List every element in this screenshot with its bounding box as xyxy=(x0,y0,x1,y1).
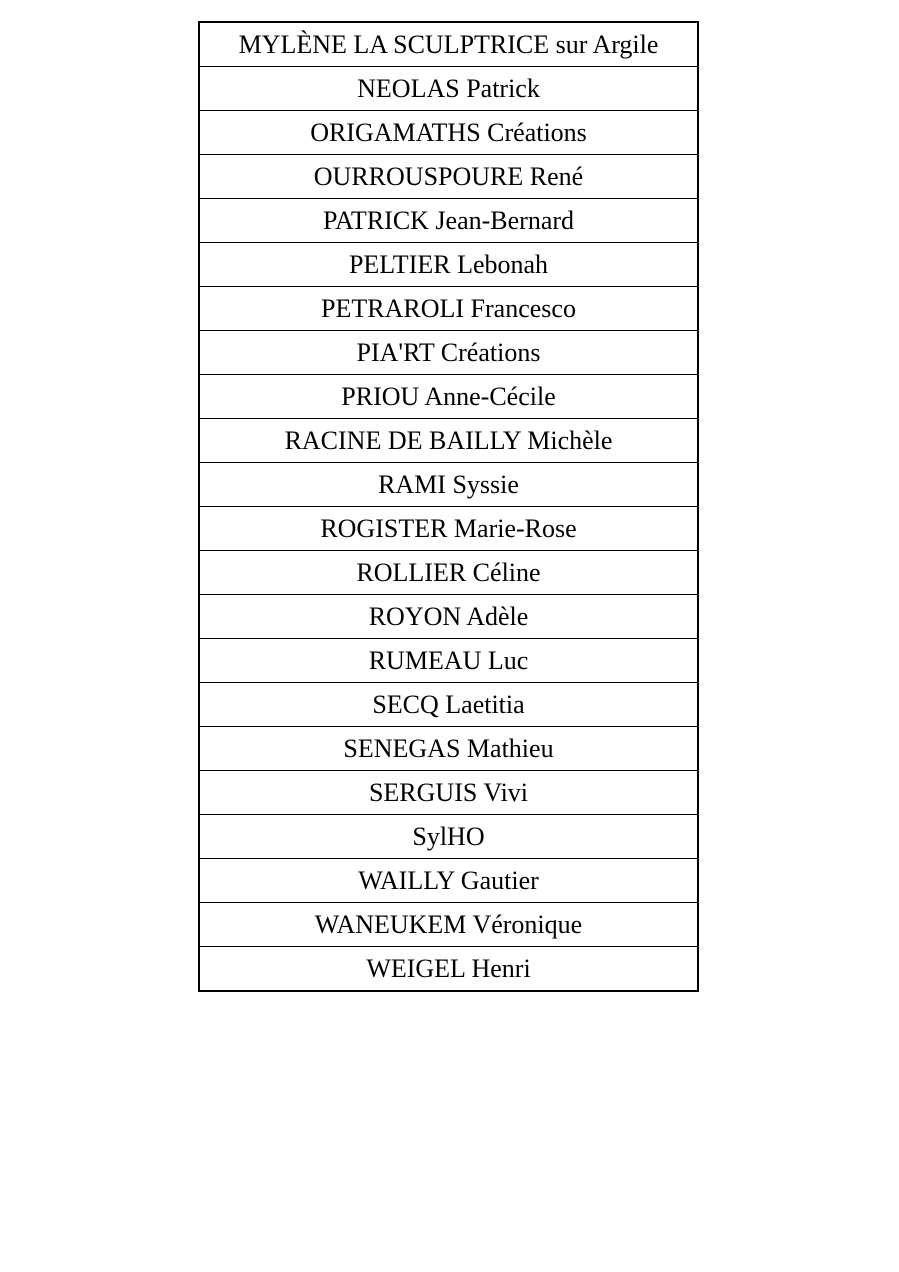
name-cell: ROYON Adèle xyxy=(199,595,698,639)
name-cell: PETRAROLI Francesco xyxy=(199,287,698,331)
table-row xyxy=(199,815,698,859)
table-row xyxy=(199,155,698,199)
name-cell: SERGUIS Vivi xyxy=(199,771,698,815)
table-row xyxy=(199,947,698,992)
table-row xyxy=(199,727,698,771)
table-row xyxy=(199,375,698,419)
name-cell: PRIOU Anne-Cécile xyxy=(199,375,698,419)
name-cell: ORIGAMATHS Créations xyxy=(199,111,698,155)
name-cell: RAMI Syssie xyxy=(199,463,698,507)
table-row xyxy=(199,551,698,595)
name-cell: WEIGEL Henri xyxy=(199,947,698,992)
name-cell: RACINE DE BAILLY Michèle xyxy=(199,419,698,463)
table-row xyxy=(199,639,698,683)
names-table-body xyxy=(199,22,698,991)
table-row xyxy=(199,903,698,947)
name-cell: WAILLY Gautier xyxy=(199,859,698,903)
table-row xyxy=(199,67,698,111)
name-cell: WANEUKEM Véronique xyxy=(199,903,698,947)
name-cell: ROGISTER Marie-Rose xyxy=(199,507,698,551)
name-cell: PATRICK Jean-Bernard xyxy=(199,199,698,243)
table-row xyxy=(199,331,698,375)
table-row xyxy=(199,199,698,243)
name-cell: SENEGAS Mathieu xyxy=(199,727,698,771)
name-cell: MYLÈNE LA SCULPTRICE sur Argile xyxy=(199,22,698,67)
name-cell: SylHO xyxy=(199,815,698,859)
table-row xyxy=(199,595,698,639)
table-row xyxy=(199,771,698,815)
table-row xyxy=(199,243,698,287)
table-row xyxy=(199,287,698,331)
name-cell: OURROUSPOURE René xyxy=(199,155,698,199)
table-row xyxy=(199,683,698,727)
name-cell: PIA'RT Créations xyxy=(199,331,698,375)
table-row xyxy=(199,22,698,67)
name-cell: ROLLIER Céline xyxy=(199,551,698,595)
table-row xyxy=(199,507,698,551)
table-row xyxy=(199,859,698,903)
name-cell: RUMEAU Luc xyxy=(199,639,698,683)
name-cell: SECQ Laetitia xyxy=(199,683,698,727)
table-row xyxy=(199,463,698,507)
name-cell: NEOLAS Patrick xyxy=(199,67,698,111)
table-row xyxy=(199,111,698,155)
table-row xyxy=(199,419,698,463)
name-cell: PELTIER Lebonah xyxy=(199,243,698,287)
names-table xyxy=(198,21,699,992)
